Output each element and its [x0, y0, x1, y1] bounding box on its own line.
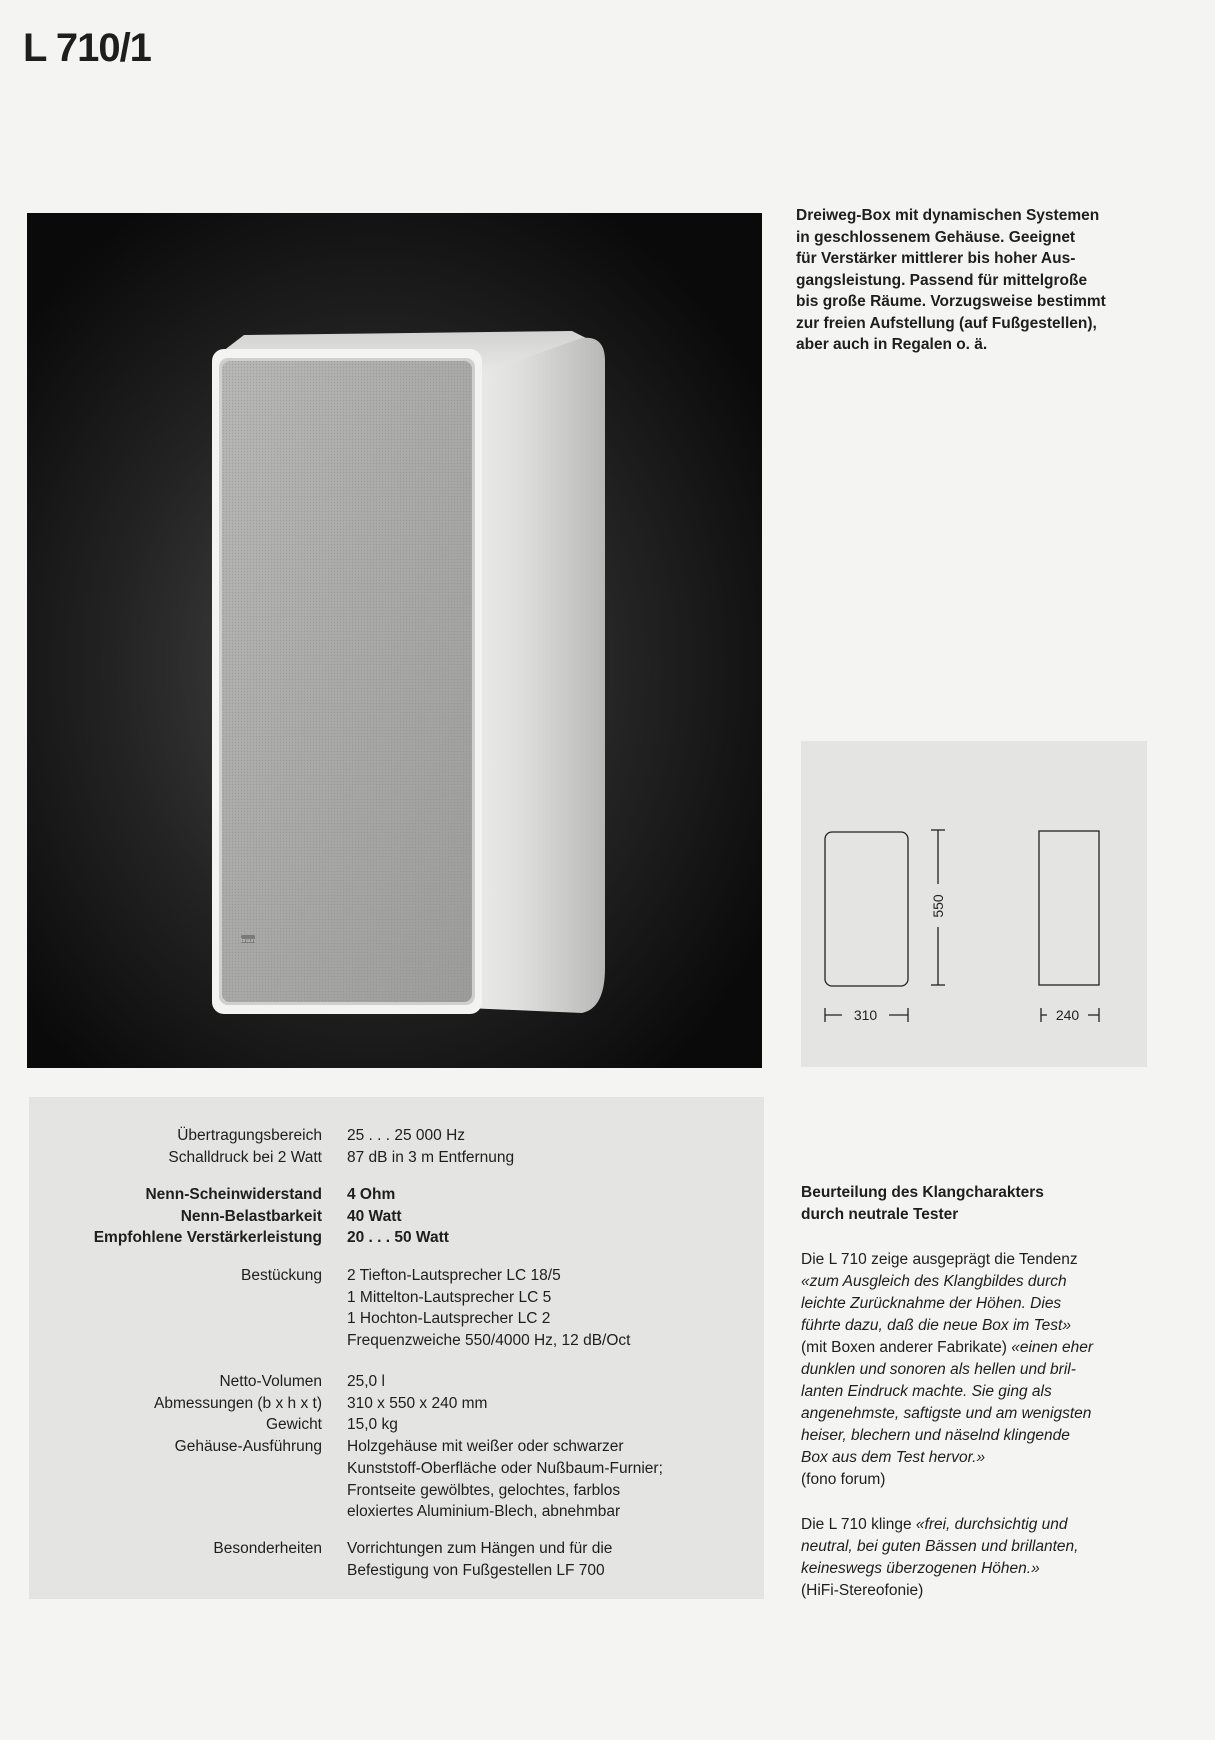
width-label: 310: [853, 1007, 878, 1023]
product-photo: [27, 213, 762, 1068]
product-description: Dreiweg-Box mit dynamischen Systemen in geschlossenem Gehäuse. Geeignet für Verstärker mittlerer bis hoher Aus- gangsleistung. Passend für mittelgroße bis große Räume. Vorzugsweise bestimmt zur freien Aufstellung (auf Fußgestellen), aber auch in Regalen o. ä.: [796, 207, 1106, 353]
front-outline: [825, 832, 908, 986]
side-outline: [1039, 831, 1099, 985]
spec-table: Übertragungsbereich Schalldruck bei 2 Watt 25 . . . 25 000 Hz 87 dB in 3 m Entfernung Nenn-Scheinwiderstand Nenn-Belastbarkeit Empfohlene Verstärkerleistung 4 Ohm 40 Watt 20 . . . 50 Watt Bestückung 2 Tiefton-Lautsprecher LC 18/5 1 Mittelton-Lautsprecher LC 5 1 Hochton-Lautsprecher LC 2 Frequenzweiche 550/4000 Hz, 12 dB/Oct Netto-Volumen Abmessungen (b x h x t) Gewicht Gehäuse-Ausführung 25,0 l 310 x 550 x 240 mm 15,0 kg Holzgehäuse mit weißer oder schwarzer Kunststoff-Oberfläche oder Nußbaum-Furnier; Frontseite gewölbtes, gelochtes, farblos eloxiertes Aluminium-Blech, abnehmbar Besonderheiten Vorrichtungen zum Hängen und für die Befestigung von Fußgestellen LF 700: [29, 1097, 764, 1599]
review-quote-hifi-stereofonie: Die L 710 klinge «frei, durchsichtig und neutral, bei guten Bässen und brillanten, keineswegs überzogenen Höhen.» (HiFi-Stereofonie): [801, 1514, 1161, 1602]
dimension-diagram: [801, 741, 1147, 1067]
review-source: (fono forum): [801, 1471, 886, 1488]
svg-text:braun: braun: [240, 938, 256, 944]
review-source: (HiFi-Stereofonie): [801, 1582, 924, 1599]
height-label: 550: [930, 894, 946, 918]
speaker-illustration: [27, 213, 762, 1068]
page-title: L 710/1: [23, 26, 151, 70]
depth-label: 240: [1055, 1007, 1080, 1023]
review-heading: Beurteilung des Klangcharakters durch neutrale Tester: [801, 1184, 1044, 1223]
review-quote-fono-forum: Die L 710 zeige ausgeprägt die Tendenz «zum Ausgleich des Klangbildes durch leichte Zurücknahme der Höhen. Dies führte dazu, daß die neue Box im Test» (mit Boxen anderer Fabrikate) «einen eher dunklen und sonoren als hellen und bril- lanten Eindruck machte. Sie ging als angenehmste, saftigste und am wenigsten heiser, blechern und näselnd klingende Box aus dem Test hervor.» (fono forum): [801, 1249, 1161, 1491]
